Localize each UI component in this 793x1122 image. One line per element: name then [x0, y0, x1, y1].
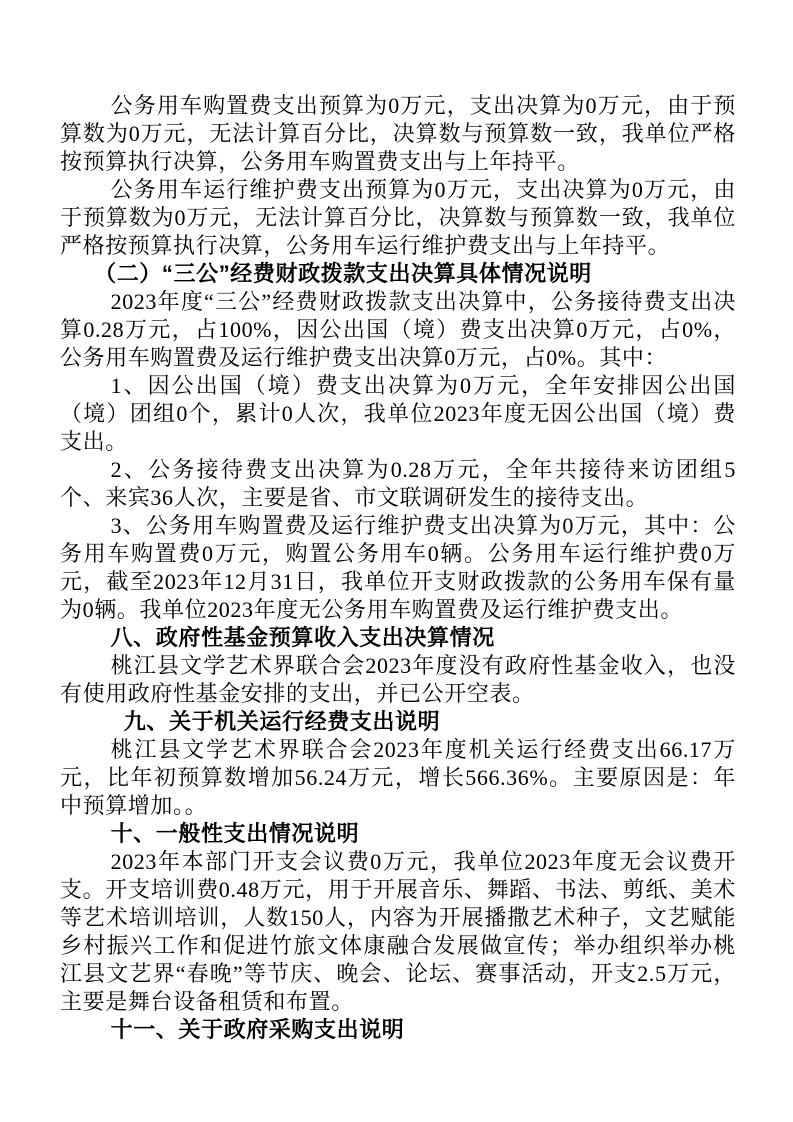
section-heading: 九、关于机关运行经费支出说明 — [123, 709, 441, 734]
body-paragraph: 公务用车运行维护费支出预算为0万元，支出决算为0万元，由于预算数为0万元，无法计算百分比，决算数与预算数一致，我单位严格按预算执行决算，公务用车运行维护费支出与上年持平。 — [60, 177, 736, 258]
body-paragraph: 桃江县文学艺术界联合会2023年度没有政府性基金收入，也没有使用政府性基金安排的支出，并已公开空表。 — [60, 653, 736, 706]
section-heading: 十一、关于政府采购支出说明 — [110, 1017, 405, 1042]
body-paragraph: 2023年度“三公”经费财政拨款支出决算中，公务接待费支出决算0.28万元，占100%，因公出国（境）费支出决算0万元，占0%，公务用车购置费及运行维护费支出决算0万元，占0%。其中： — [60, 289, 736, 370]
body-paragraph: 桃江县文学艺术界联合会2023年度机关运行经费支出66.17万元，比年初预算数增加56.24万元，增长566.36%。主要原因是：年中预算增加。。 — [60, 737, 736, 818]
body-paragraph: 1、因公出国（境）费支出决算为0万元，全年安排因公出国（境）团组0个，累计0人次，我单位2023年度无因公出国（境）费支出。 — [60, 373, 736, 454]
body-paragraph: 3、公务用车购置费及运行维护费支出决算为0万元，其中：公务用车购置费0万元，购置公务用车0辆。公务用车运行维护费0万元，截至2023年12月31日，我单位开支财政拨款的公务用车保有量为0辆。我单位2023年度无公务用车购置费及运行维护费支出。 — [60, 513, 736, 622]
section-heading: （二）“三公”经费财政拨款支出决算具体情况说明 — [94, 261, 592, 286]
body-paragraph: 2023年本部门开支会议费0万元，我单位2023年度无会议费开支。开支培训费0.48万元，用于开展音乐、舞蹈、书法、剪纸、美术等艺术培训培训，人数150人，内容为开展播撒艺术种子，文艺赋能乡村振兴工作和促进竹旅文体康融合发展做宣传；举办组织举办桃江县文艺界“春晚”等节庆、晚会、论坛、赛事活动，开支2.5万元，主要是舞台设备租赁和布置。 — [60, 849, 736, 1014]
body-paragraph: 2、公务接待费支出决算为0.28万元，全年共接待来访团组5个、来宾36人次，主要是省、市文联调研发生的接待支出。 — [60, 457, 736, 510]
section-heading: 十、一般性支出情况说明 — [110, 821, 360, 846]
document-body — [60, 92, 736, 1044]
body-paragraph: 公务用车购置费支出预算为0万元，支出决算为0万元，由于预算数为0万元，无法计算百分比，决算数与预算数一致，我单位严格按预算执行决算，公务用车购置费支出与上年持平。 — [60, 93, 736, 174]
section-heading: 八、政府性基金预算收入支出决算情况 — [110, 625, 495, 650]
